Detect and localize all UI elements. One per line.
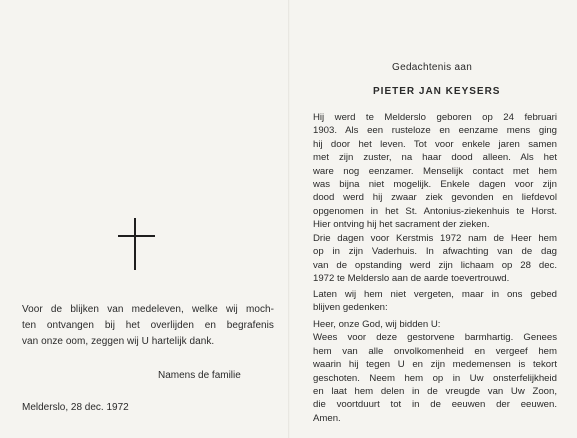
remember-paragraph [313, 288, 557, 315]
bio-line: Hij werd te Melderslo geboren op 24 februari [313, 112, 557, 123]
death-line: van de opstanding werd zijn lichaam op 28 dec. [313, 259, 557, 271]
prayer-line: Heer, onze God, wij bidden U: [313, 319, 441, 330]
remember-line: Laten wij hem niet vergeten, maar in ons gebed [313, 289, 557, 300]
prayer-line: Wees voor deze gestorvene barmhartig. Genees [313, 332, 557, 344]
bio-line: was bijna niet mogelijk. Enkele dagen voor zijn [313, 179, 557, 191]
thanks-line: van onze oom, zeggen wij U hartelijk dank. [22, 336, 215, 347]
prayer-line: waarin hij tegen U en zijn medemensen is tekort [313, 359, 557, 371]
prayer-line: die voortduurt tot in de eeuwen der eeuwen. [313, 399, 557, 411]
prayer-line: hem van alle onvolkomenheid en vergeef hem [313, 345, 557, 357]
memorial-heading: Gedachtenis aan [392, 62, 473, 73]
biography-paragraph [313, 111, 557, 232]
death-line: op in zijn Vaderhuis. In afwachting van de dag [313, 246, 557, 258]
remember-line: blijven gedenken: [313, 302, 388, 314]
card-fold-line [288, 0, 290, 438]
thanks-text [22, 302, 274, 350]
bio-line: hij door het leven. Tot voor enkele jaren samen [313, 138, 557, 150]
prayer-line: en laat hem delen in de vreugde van Uw Zoon, [313, 386, 557, 398]
prayer-line: geschoten. Neem hem op in Uw onsterfelijkheid [313, 372, 557, 384]
bio-line: Hier ontving hij het sacrament der zieken. [313, 219, 490, 231]
prayer-paragraph [313, 318, 557, 425]
thanks-line: ten ontvangen bij het overlijden en begrafenis [22, 320, 274, 331]
bio-line: ware nog eenzamer. Menselijk contact met hem [313, 165, 557, 177]
prayer-line: Amen. [313, 412, 341, 424]
death-paragraph [313, 232, 557, 286]
deceased-name: PIETER JAN KEYSERS [373, 86, 501, 97]
family-signature: Namens de familie [158, 370, 241, 381]
cross-icon [134, 218, 136, 270]
cross-icon-bar [118, 235, 155, 237]
bio-line: opgenomen in het St. Antonius-ziekenhuis te Horst. [313, 205, 557, 217]
bio-line: met zijn zuster, na haar dood alleen. Als het [313, 152, 557, 164]
bio-line: 1903. Als een rusteloze en eenzame mens ging [313, 125, 557, 137]
place-date: Melderslo, 28 dec. 1972 [22, 402, 129, 413]
bio-line: dood werd hij zwaar ziek gevonden en liefdevol [313, 192, 557, 204]
thanks-line: Voor de blijken van medeleven, welke wij moch- [22, 304, 274, 315]
death-line: 1972 te Melderslo aan de aarde toevertrouwd. [313, 273, 510, 285]
death-line: Drie dagen voor Kerstmis 1972 nam de Heer hem [313, 233, 557, 244]
